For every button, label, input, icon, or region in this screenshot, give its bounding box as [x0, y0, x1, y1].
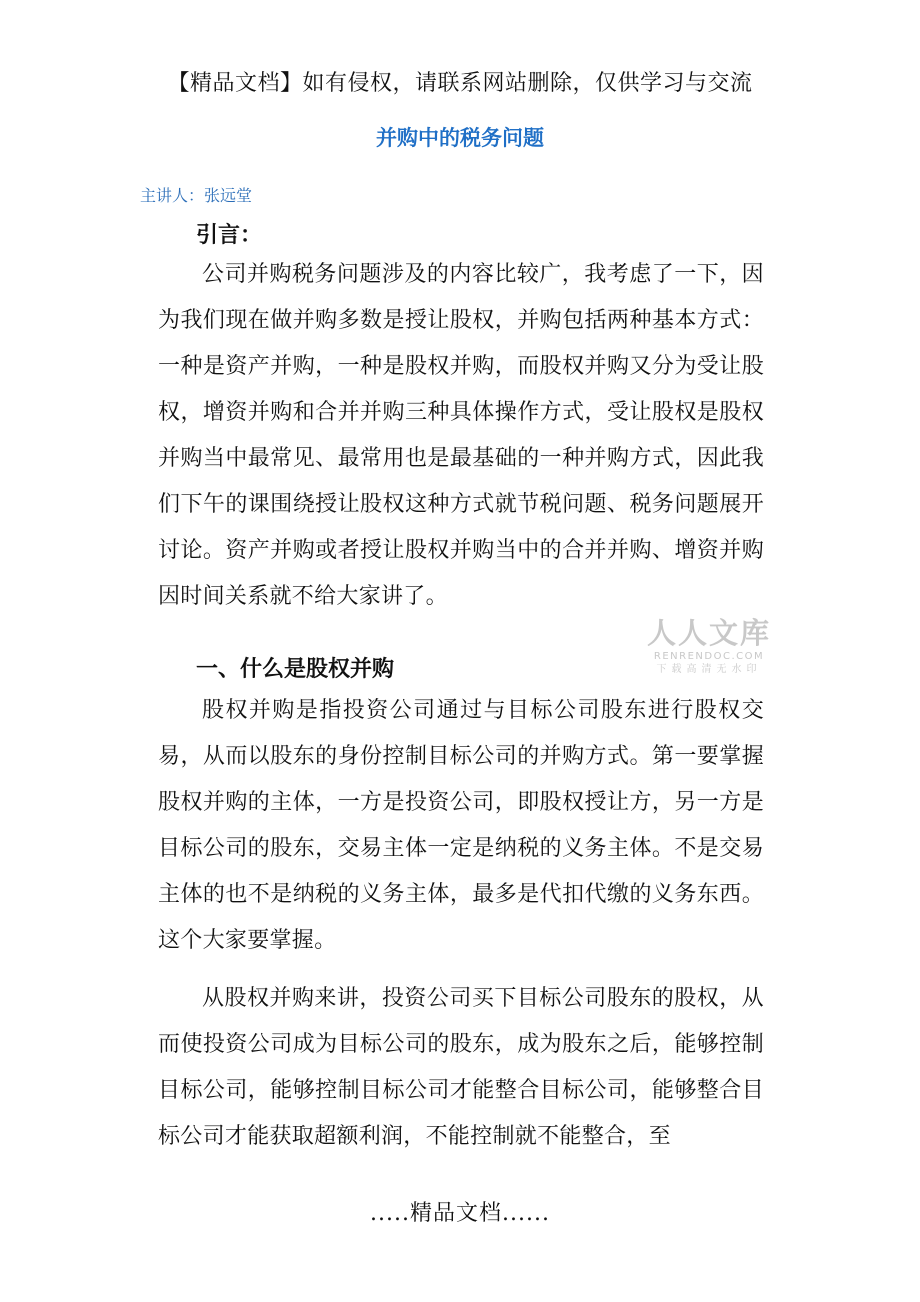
intro-heading: 引言：	[196, 223, 263, 248]
watermark-domain: RENRENDOC.COM	[653, 651, 765, 662]
header-notice: 【精品文档】如有侵权，请联系网站删除，仅供学习与交流	[167, 71, 753, 96]
watermark-brand: 人人文库	[646, 616, 771, 650]
page-footer: .....精品文档......	[370, 1201, 550, 1226]
speaker-line: 主讲人：张远堂	[140, 186, 253, 205]
section-1-heading: 一、什么是股权并购	[196, 657, 395, 682]
intro-paragraph: 公司并购税务问题涉及的内容比较广，我考虑了一下，因为我们现在做并购多数是授让股权，并购包括两种基本方式：一种是资产并购，一种是股权并购，而股权并购又分为受让股权，增资并购和合并并购三种具体操作方式，受让股权是股权并购当中最常见、最常用也是最基础的一种并购方式，因此我们下午的课围绕授让股权这种方式就节税问题、税务问题展开讨论。资产并购或者授让股权并购当中的合并并购、增资并购因时间关系就不给大家讲了。	[158, 262, 764, 609]
watermark-logo	[646, 616, 772, 677]
section-1-paragraph-2: 从股权并购来讲，投资公司买下目标公司股东的股权，从而使投资公司成为目标公司的股东，成为股东之后，能够控制目标公司，能够控制目标公司才能整合目标公司，能够整合目标公司才能获取超额利润，不能控制就不能整合，至	[158, 986, 764, 1149]
section-1-paragraph-1: 股权并购是指投资公司通过与目标公司股东进行股权交易，从而以股东的身份控制目标公司的并购方式。第一要掌握股权并购的主体，一方是投资公司，即股权授让方，另一方是目标公司的股东，交易主体一定是纳税的义务主体。不是交易主体的也不是纳税的义务主体，最多是代扣代缴的义务东西。这个大家要掌握。	[158, 698, 764, 953]
document-title: 并购中的税务问题	[376, 126, 544, 150]
watermark-slogan: 下载高清无水印	[656, 664, 762, 675]
